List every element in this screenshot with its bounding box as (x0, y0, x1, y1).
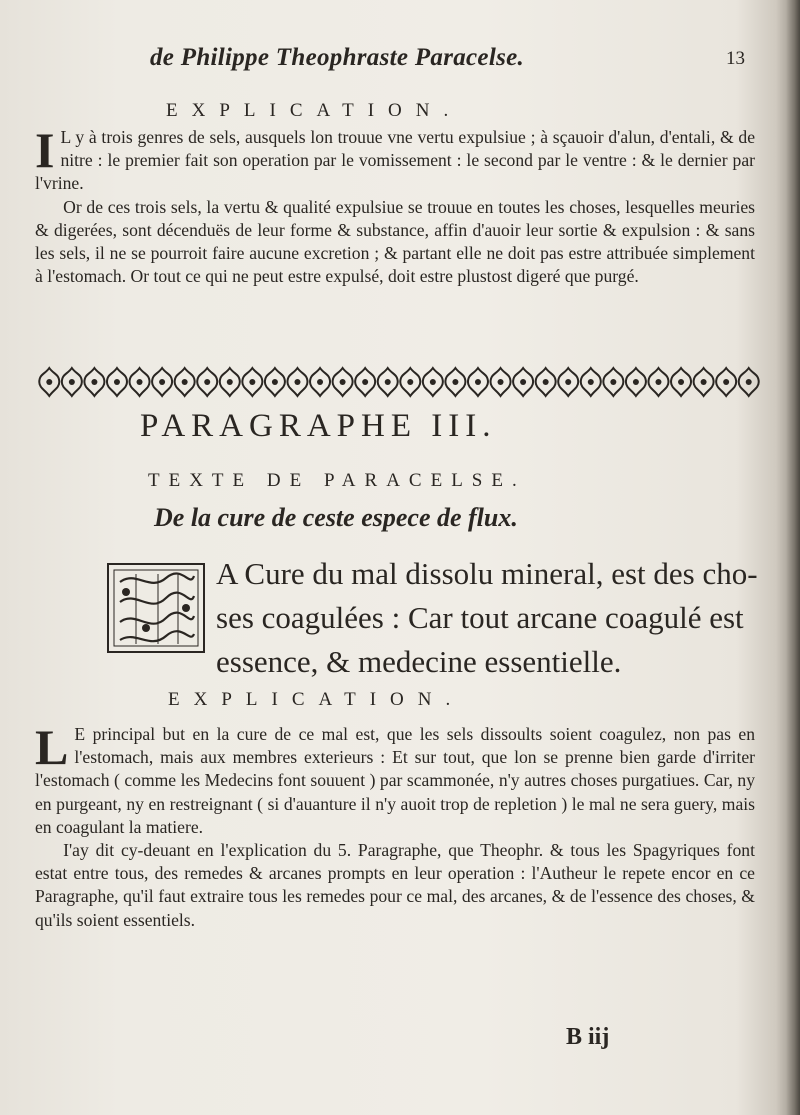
fleuron-dot (340, 379, 346, 385)
fleuron-dot (565, 379, 571, 385)
fleuron-dot (655, 379, 661, 385)
fleuron-dot (227, 379, 233, 385)
fleuron-dot (69, 379, 75, 385)
fleuron-dot (407, 379, 413, 385)
fleuron-dot (633, 379, 639, 385)
page-edge-shadow (786, 0, 800, 1115)
fleuron-dot (91, 379, 97, 385)
p1-line-3: par le vomissement : le second par le ventre : & le dernier par l'vrine. (35, 150, 755, 194)
texte-block (216, 552, 756, 684)
signature-mark: B iij (566, 1024, 610, 1050)
fleuron-dot (294, 379, 300, 385)
texte-line-1: A Cure du mal dissolu mineral, est des cho- (216, 556, 758, 591)
texte-heading: TEXTE DE PARACELSE. (148, 470, 526, 491)
fleuron-dot (46, 379, 52, 385)
fleuron-dot (723, 379, 729, 385)
p1-line-1: L y à trois genres de sels, ausquels lon trouue vne vertu expulsiue ; (60, 127, 536, 147)
texte-line-3: essence, & medecine essentielle. (216, 644, 622, 679)
fleuron-dot (701, 379, 707, 385)
fleuron-dot (137, 379, 143, 385)
fleuron-dot (114, 379, 120, 385)
paragraph-4: I'ay dit cy-deuant en l'explication du 5. Paragraphe, que Theophr. & tous les Spagyriques font estat entre tous, des remedes & arcanes prompts en leur operation : l'Autheur le repete encor en ce Paragraphe, qu'il faut extraire tous les remedes pour ce mal, des arcanes, & de l'essence des choses, & qu'ils soient essentiels. (35, 840, 755, 930)
paragraph-1 (35, 122, 756, 288)
fleuron-dot (182, 379, 188, 385)
fleuron-dot (520, 379, 526, 385)
texte-line-2: ses coagulées : Car tout arcane coagulé est (216, 600, 744, 635)
explication-heading-2: EXPLICATION. (168, 689, 465, 710)
p1-line-2: à sçauoir d'alun, d'entali, & de nitre : le premier fait son operation (60, 127, 756, 171)
ornamental-initial-icon (106, 562, 206, 654)
explication-heading-1: EXPLICATION. (166, 100, 463, 121)
fleuron-dot (498, 379, 504, 385)
fleuron-dot (543, 379, 549, 385)
running-head: de Philippe Theophraste Paracelse. (150, 44, 525, 71)
fleuron-dot (362, 379, 368, 385)
paragraph-3-first (35, 719, 756, 839)
paragraph-1-first (35, 122, 756, 196)
p3-rest: sur tout, que lon se prenne bien garde d'irriter l'estomach ( comme les Medecins font souuent ) par scammonée, n'y autres choses purgatiues. Car, ny en purgeant, ny en restreignant ( si d'auanture il n'y auoit trop de repletion ) le mal ne sera guery, mais en coagulant la matiere. (35, 747, 756, 837)
fleuron-dot (452, 379, 458, 385)
fleuron-dot (317, 379, 323, 385)
fleuron-dot (385, 379, 391, 385)
paragraphe-heading: PARAGRAPHE III. (140, 408, 497, 444)
p3-line-1: E principal but en la cure de ce mal est, que les sels dissoults soient (74, 724, 592, 744)
fleuron-dot (159, 379, 165, 385)
fleuron-dot (272, 379, 278, 385)
fleuron-dot (430, 379, 436, 385)
fleuron-dot (610, 379, 616, 385)
p3-line-2: coagulez, non pas en l'estomach, mais aux membres exterieurs : Et (74, 724, 756, 768)
paragraph-2: Or de ces trois sels, la vertu & qualité expulsiue se trouue en toutes les choses, lesquelles meuries & digerées, sont décenduës de leur forme & substance, affin d'auoir leur sortie & expulsion : & sans les sels, il ne se pourroit faire aucune excretion ; & partant elle ne doit pas estre attribuée simplement à l'estomach. Or tout ce qui ne peut estre expulsé, doit estre plustost digeré que purgé. (35, 196, 755, 287)
fleuron-dot (475, 379, 481, 385)
dropcap-i: I (35, 122, 55, 178)
fleuron-dot (249, 379, 255, 385)
page-number: 13 (726, 48, 745, 69)
fleuron-dot (746, 379, 752, 385)
fleuron-dot (678, 379, 684, 385)
dropcap-l: L (35, 719, 69, 775)
fleuron-dot (204, 379, 210, 385)
section-title: De la cure de ceste espece de flux. (154, 503, 518, 532)
fleuron-dot (588, 379, 594, 385)
fleuron-row-ornament (38, 364, 760, 400)
paragraph-3 (35, 719, 756, 932)
